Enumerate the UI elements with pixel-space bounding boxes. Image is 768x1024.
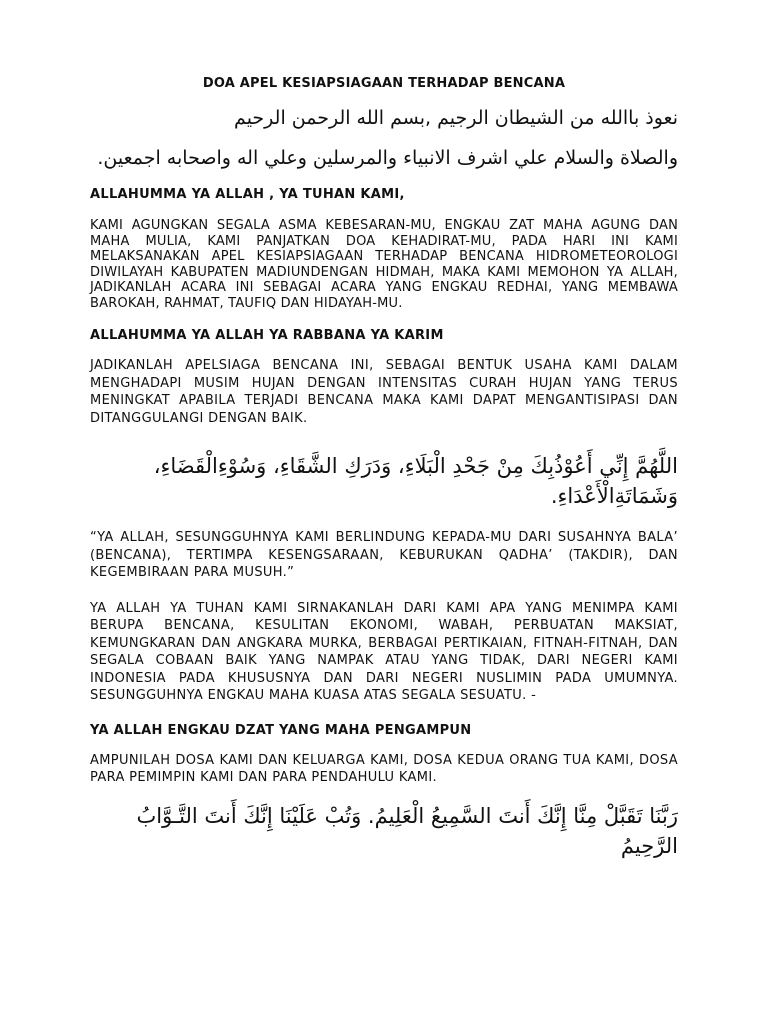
arabic-opening-taawudz-basmalah: نعوذ باالله من الشيطان الرجيم ,بسم الله الرحمن الرحيم [234,107,678,129]
paragraph-3: YA ALLAH YA TUHAN KAMI SIRNAKANLAH DARI KAMI APA YANG MENIMPA KAMI BERUPA BENCANA, KESULITAN EKONOMI, WABAH, PERBUATAN MAKSIAT, KEMUNGKARAN DAN ANGKARA MURKA, BERBAGAI PERTIKAIAN, FITNAH-FITNAH, DAN SEGALA COBAAN BAIK YANG NAMPAK ATAU YANG TIDAK, DARI NEGERI KAMI INDONESIA PADA KHUSUSNYA DAN DARI NEGERI NUSLIMIN PADA UMUMNYA. SESUNGGUHNYA ENGKAU MAHA KUASA ATAS SEGALA SESUATU. - [90,600,678,703]
document-page [90,76,678,861]
section-heading-2: ALLAHUMMA YA ALLAH YA RABBANA YA KARIM [90,328,444,343]
paragraph-1: KAMI AGUNGKAN SEGALA ASMA KEBESARAN-MU, ENGKAU ZAT MAHA AGUNG DAN MAHA MULIA, KAMI PANJATKAN DOA KEHADIRAT-MU, PADA HARI INI KAMI MELAKSANAKAN APEL KESIAPSIAGAAN TERHADAP BENCANA HIDROMETEOROLOGI DIWILAYAH KABUPATEN MADIUNDENGAN HIDMAH, MAKA KAMI MEMOHON YA ALLAH, JADIKANLAH ACARA INI SEBAGAI ACARA YANG ENGKAU REDHAI, YANG MEMBAWA BAROKAH, RAHMAT, TAUFIQ DAN HIDAYAH-MU. [90,218,678,311]
section-heading-3: YA ALLAH ENGKAU DZAT YANG MAHA PENGAMPUN [90,722,472,738]
document-title: DOA APEL KESIAPSIAGAAN TERHADAP BENCANA [202,76,566,91]
arabic-doa-protection: اللَّهُمَّ إِنِّي أَعُوْذُبِكَ مِنْ جَحْدِ الْبَلَاءِ، وَدَرَكِ الشَّقَاءِ، وَسُوْءِالْقَضَاءِ، وَشَمَاتَةِالْأَعْدَاءِ. [153,454,678,508]
paragraph-4: AMPUNILAH DOSA KAMI DAN KELUARGA KAMI, DOSA KEDUA ORANG TUA KAMI, DOSA PARA PEMIMPIN KAMI DAN PARA PENDAHULU KAMI. [90,752,678,785]
paragraph-2: JADIKANLAH APELSIAGA BENCANA INI, SEBAGAI BENTUK USAHA KAMI DALAM MENGHADAPI MUSIM HUJAN DENGAN INTENSITAS CURAH HUJAN YANG TERUS MENINGKAT APABILA TERJADI BENCANA MAKA KAMI DAPAT MENGANTISIPASI DAN DITANGGULANGI DENGAN BAIK. [90,358,678,426]
arabic-opening-shalawat: والصلاة والسلام علي اشرف الانبياء والمرسلين وعلي اله واصحابه اجمعين. [97,147,678,169]
section-heading-1: ALLAHUMMA YA ALLAH , YA TUHAN KAMI, [90,187,405,202]
arabic-doa-acceptance: رَبَّنَا تَقَبَّلْ مِنَّا إِنَّكَ أَنتَ السَّمِيعُ الْعَلِيمُ. وَتُبْ عَلَيْنَا إِنَّكَ أَنتَ التَّـوَّابُ الرَّحِيمُ [136,803,678,858]
translation-paragraph: “YA ALLAH, SESUNGGUHNYA KAMI BERLINDUNG KEPADA-MU DARI SUSAHNYA BALA’ (BENCANA), TERTIMPA KESENGSARAAN, KEBURUKAN QADHA’ (TAKDIR), DAN KEGEMBIRAAN PARA MUSUH.” [90,530,678,580]
